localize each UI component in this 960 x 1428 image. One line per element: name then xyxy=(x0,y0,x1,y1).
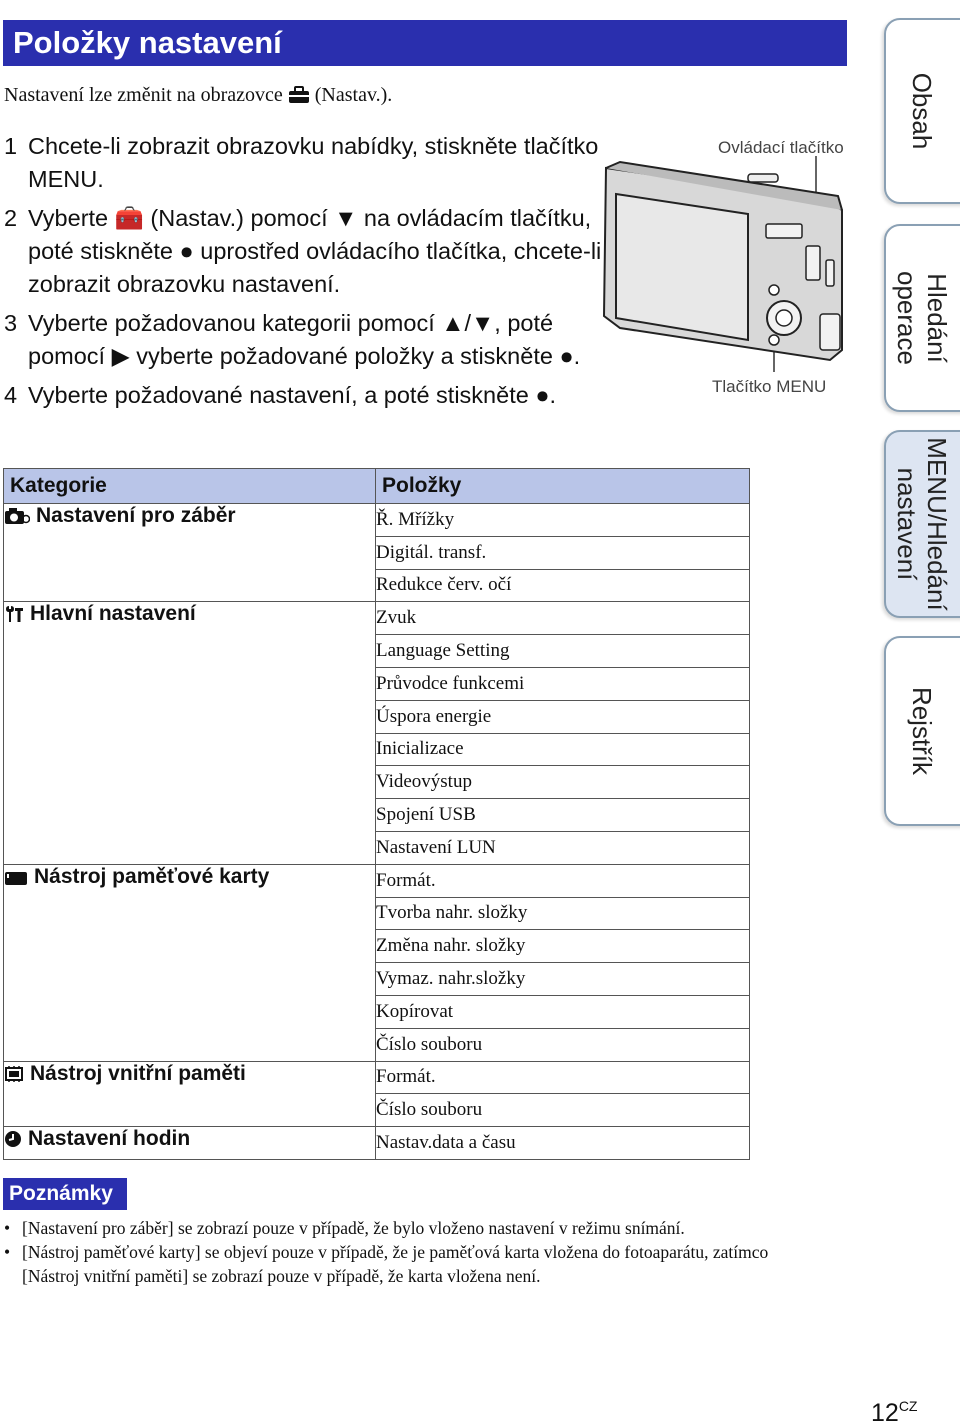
item: Videovýstup xyxy=(376,766,750,799)
step-number: 2 xyxy=(4,205,18,231)
note-text: [Nastavení pro záběr] se zobrazí pouze v případě, že bylo vloženo nastavení v režimu snímání. xyxy=(22,1218,685,1238)
bullet: • xyxy=(4,1218,11,1238)
step-number: 3 xyxy=(4,310,18,336)
category-memory-card xyxy=(4,864,376,1061)
item: Ř. Mřížky xyxy=(376,504,750,537)
camera-illustration xyxy=(598,150,850,378)
step-text: Vyberte 🧰 (Nastav.) pomocí ▼ na ovládacím tlačítku, poté stiskněte ● uprostřed ovládacího tlačítka, chcete-li zobrazit obrazovku nastavení. xyxy=(28,205,602,297)
step-text: Vyberte požadovanou kategorii pomocí ▲/▼, poté pomocí ▶ vyberte požadované položky a stiskněte ●. xyxy=(28,310,581,369)
category-clock xyxy=(4,1127,376,1160)
category-internal-memory xyxy=(4,1061,376,1127)
notes-heading: Poznámky xyxy=(3,1178,127,1210)
clock-icon xyxy=(4,1130,22,1148)
tab-index-label: Rejstřík xyxy=(907,686,937,776)
page-number-value: 12 xyxy=(871,1399,899,1427)
item: Formát. xyxy=(376,864,750,897)
camera-icon xyxy=(4,507,30,525)
item: Tvorba nahr. složky xyxy=(376,897,750,930)
tab-contents[interactable] xyxy=(884,18,960,204)
tab-search-operations[interactable] xyxy=(884,224,960,412)
category-main xyxy=(4,602,376,864)
step-3 xyxy=(4,307,604,373)
tab-search-operations-label xyxy=(892,271,952,365)
tab-search-ops-line2: operace xyxy=(892,271,922,365)
page-number-suffix: CZ xyxy=(898,1398,918,1414)
note-item xyxy=(4,1216,824,1240)
step-number: 1 xyxy=(4,133,18,159)
tab-index[interactable] xyxy=(884,636,960,826)
menu-button-label: Tlačítko MENU xyxy=(712,377,827,396)
item: Průvodce funkcemi xyxy=(376,667,750,700)
memory-card-icon xyxy=(4,870,28,886)
notes-list xyxy=(4,1216,824,1288)
page-number xyxy=(871,1398,917,1428)
step-4 xyxy=(4,379,604,412)
item: Změna nahr. složky xyxy=(376,930,750,963)
note-text: [Nástroj paměťové karty] se objeví pouze v případě, že je paměťová karta vložena do fotoaparátu, zatímco [Nástroj vnitřní paměti] se zobrazí pouze v případě, že karta vložena není. xyxy=(22,1242,769,1286)
page-title: Položky nastavení xyxy=(3,20,847,66)
internal-memory-icon xyxy=(4,1065,24,1083)
category-shooting xyxy=(4,504,376,602)
item: Nastav.data a času xyxy=(376,1127,750,1160)
tab-contents-label: Obsah xyxy=(907,72,937,150)
header-items: Položky xyxy=(376,469,750,504)
intro-text xyxy=(4,84,392,107)
item: Úspora energie xyxy=(376,700,750,733)
item: Digitál. transf. xyxy=(376,536,750,569)
table-row xyxy=(4,1061,750,1094)
table-row xyxy=(4,864,750,897)
item: Číslo souboru xyxy=(376,1028,750,1061)
item: Redukce červ. očí xyxy=(376,569,750,602)
table-row xyxy=(4,504,750,537)
toolbox-icon xyxy=(288,86,310,104)
table-row xyxy=(4,1127,750,1160)
tab-menu-search-label xyxy=(892,437,952,610)
item: Spojení USB xyxy=(376,799,750,832)
wrench-icon xyxy=(4,605,24,623)
category-label: Nastavení hodin xyxy=(28,1127,191,1151)
control-button-label: Ovládací tlačítko xyxy=(718,138,844,157)
item: Nastavení LUN xyxy=(376,831,750,864)
category-label: Hlavní nastavení xyxy=(30,602,196,626)
item: Vymaz. nahr.složky xyxy=(376,963,750,996)
item: Inicializace xyxy=(376,733,750,766)
header-category: Kategorie xyxy=(4,469,376,504)
intro-before: Nastavení lze změnit na obrazovce xyxy=(4,84,283,106)
item: Language Setting xyxy=(376,635,750,668)
table-row xyxy=(4,602,750,635)
item: Formát. xyxy=(376,1061,750,1094)
step-text: Chcete-li zobrazit obrazovku nabídky, stiskněte tlačítko MENU. xyxy=(28,133,599,192)
category-label: Nástroj paměťové karty xyxy=(34,864,270,888)
steps-list xyxy=(4,130,604,418)
step-2 xyxy=(4,202,604,301)
item: Kopírovat xyxy=(376,995,750,1028)
bullet: • xyxy=(4,1242,11,1262)
step-1 xyxy=(4,130,604,196)
step-text: Vyberte požadované nastavení, a poté stiskněte ●. xyxy=(28,382,557,408)
settings-table xyxy=(3,468,750,1160)
tab-search-ops-line1: Hledání xyxy=(922,273,952,363)
category-label: Nástroj vnitřní paměti xyxy=(30,1061,246,1085)
category-label: Nastavení pro záběr xyxy=(36,504,236,527)
item: Číslo souboru xyxy=(376,1094,750,1127)
note-item xyxy=(4,1240,824,1288)
step-number: 4 xyxy=(4,382,18,408)
item: Zvuk xyxy=(376,602,750,635)
tab-menu-search-line1: MENU/Hledání xyxy=(922,437,952,611)
intro-after: (Nastav.). xyxy=(314,84,393,106)
table-header-row xyxy=(4,469,750,504)
tab-menu-search[interactable] xyxy=(884,430,960,618)
tab-menu-search-line2: nastavení xyxy=(892,467,922,581)
